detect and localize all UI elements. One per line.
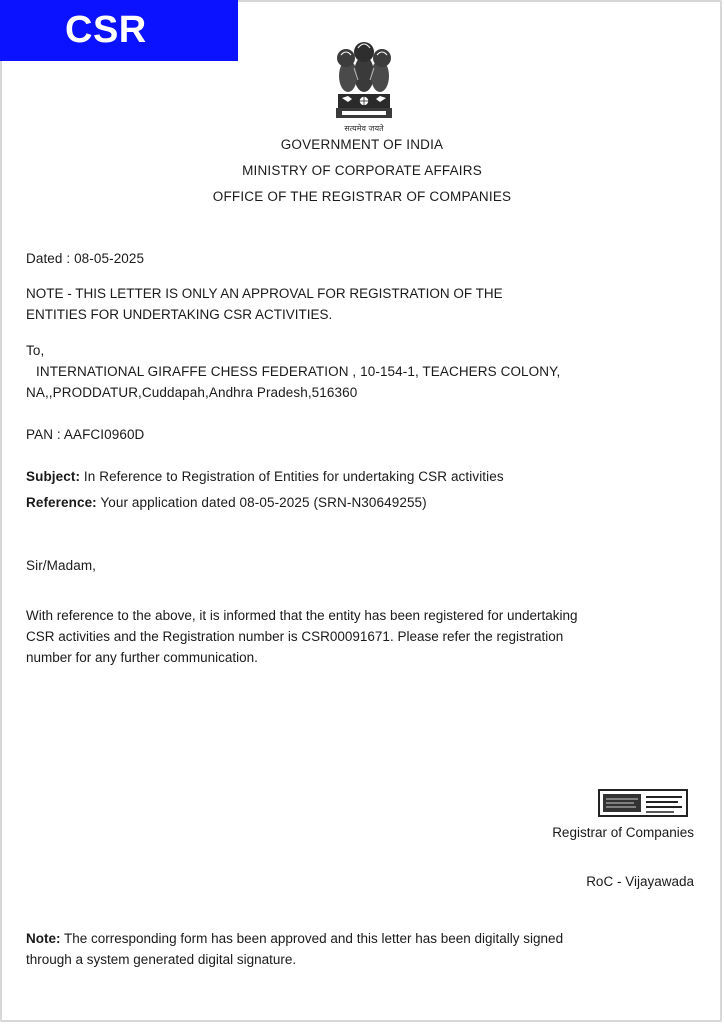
approval-note: [26, 283, 503, 325]
header-government: GOVERNMENT OF INDIA: [280, 137, 444, 152]
dated-line: Dated : 08-05-2025: [26, 251, 145, 266]
reference-label: Reference:: [26, 495, 97, 510]
digital-signature-stamp-icon: [598, 789, 688, 817]
csr-badge: CSR: [0, 0, 238, 61]
header-office: OFFICE OF THE REGISTRAR OF COMPANIES: [212, 189, 512, 204]
national-emblem-icon: [318, 28, 410, 136]
roc-office: RoC - Vijayawada: [586, 874, 694, 889]
pan-line: PAN : AAFCI0960D: [26, 427, 145, 442]
footer-note: [26, 928, 563, 970]
footer-note-line1: [26, 928, 563, 949]
footer-note-text1: The corresponding form has been approved and this letter has been digitally signed: [60, 931, 564, 946]
header-ministry: MINISTRY OF CORPORATE AFFAIRS: [242, 163, 482, 178]
body-line3: number for any further communication.: [26, 650, 258, 665]
subject-text: In Reference to Registration of Entities for undertaking CSR activities: [80, 469, 504, 484]
reference-text: Your application dated 08-05-2025 (SRN-N30649255): [96, 495, 427, 510]
salutation: Sir/Madam,: [26, 558, 97, 573]
approval-note-line2: ENTITIES FOR UNDERTAKING CSR ACTIVITIES.: [26, 307, 333, 322]
registrar-title: Registrar of Companies: [552, 825, 694, 840]
to-label: To,: [26, 343, 45, 358]
footer-note-label: Note:: [26, 931, 61, 946]
body-paragraph: [26, 605, 706, 668]
body-line1: With reference to the above, it is informed that the entity has been registered for undertaking: [26, 608, 578, 623]
footer-note-line2: through a system generated digital signature.: [26, 952, 297, 967]
addressee-line1: INTERNATIONAL GIRAFFE CHESS FEDERATION , 10-154-1, TEACHERS COLONY,: [36, 364, 561, 379]
body-line2: CSR activities and the Registration number is CSR00091671. Please refer the registration: [26, 629, 564, 644]
addressee-line2: NA,,PRODDATUR,Cuddapah,Andhra Pradesh,516360: [26, 385, 358, 400]
subject-label: Subject:: [26, 469, 81, 484]
subject-line: [26, 469, 504, 484]
svg-text:सत्यमेव जयते: सत्यमेव जयते: [344, 124, 384, 133]
reference-line: [26, 495, 427, 510]
approval-note-line1: NOTE - THIS LETTER IS ONLY AN APPROVAL FOR REGISTRATION OF THE: [26, 286, 503, 301]
